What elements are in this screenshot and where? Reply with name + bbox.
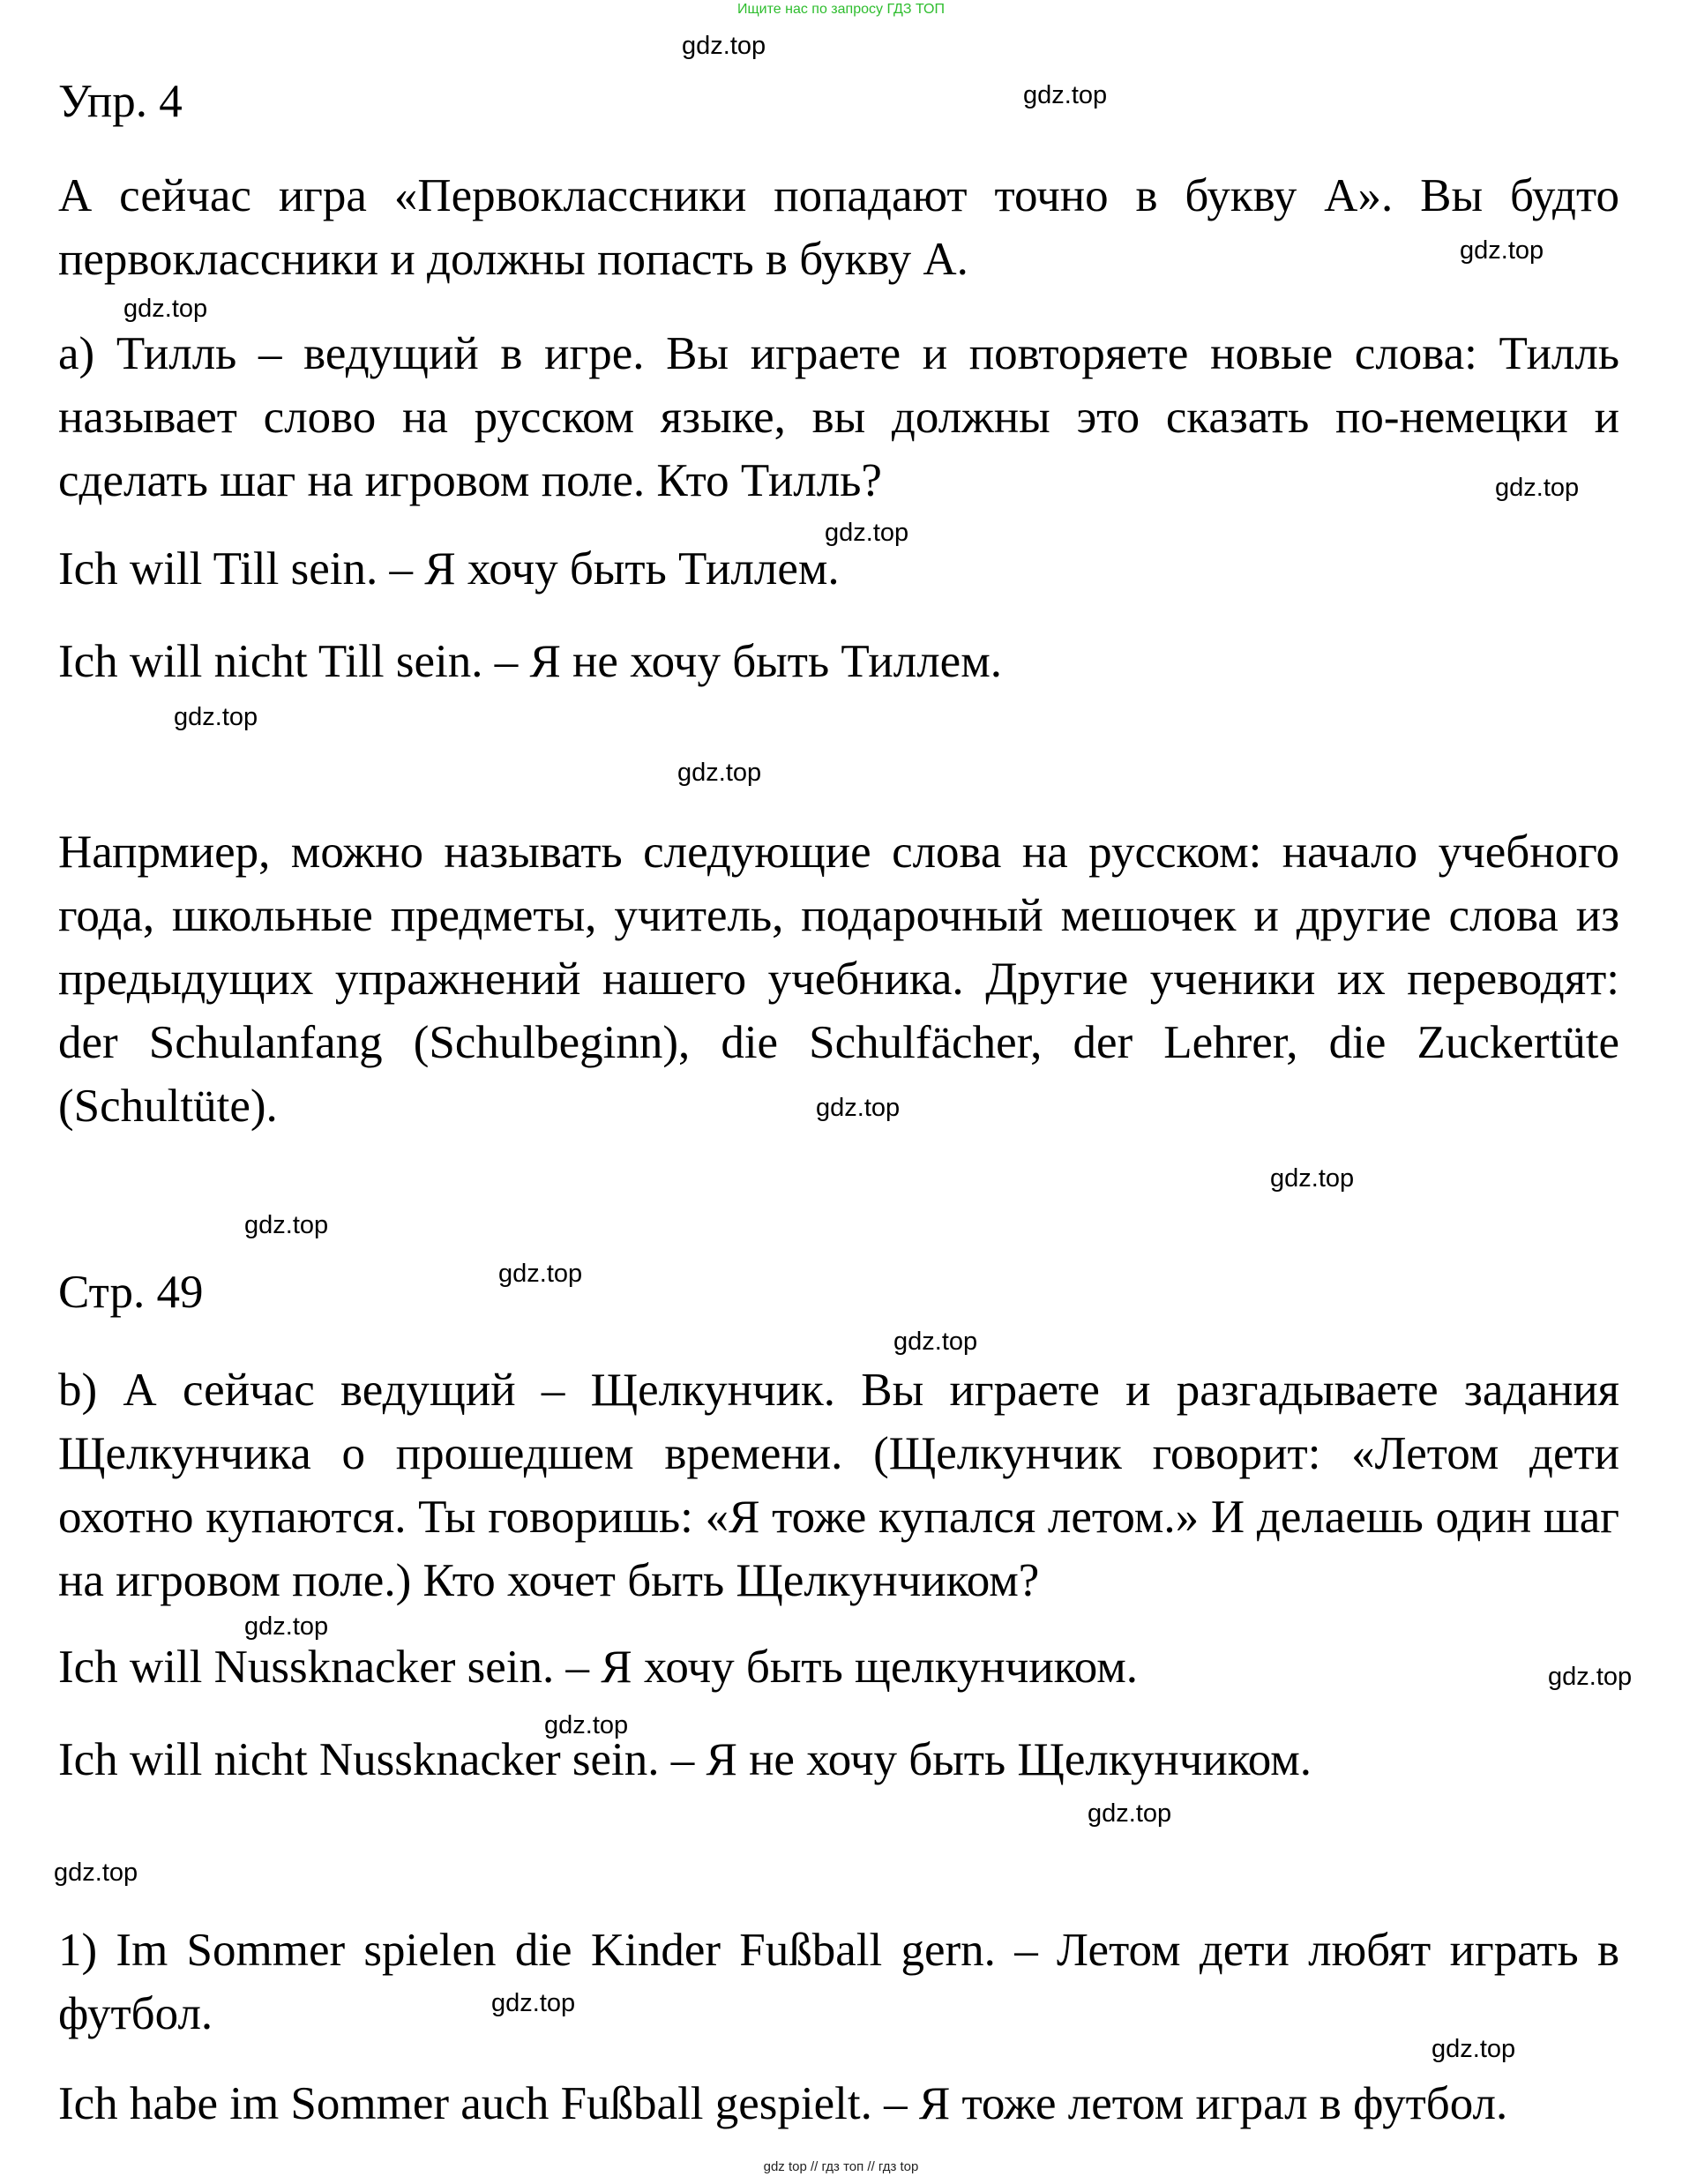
watermark: gdz.top <box>1088 1799 1172 1828</box>
watermark: gdz.top <box>491 1989 576 2017</box>
watermark: gdz.top <box>1548 1663 1633 1691</box>
answer-line: Ich will Nussknacker sein. – Я хочу быть щелкунчиком. <box>58 1642 1139 1693</box>
watermark: gdz.top <box>54 1859 138 1887</box>
watermark: gdz.top <box>544 1711 629 1739</box>
watermark: gdz.top <box>498 1260 583 1288</box>
watermark: gdz.top <box>1495 474 1580 502</box>
watermark: gdz.top <box>1270 1164 1355 1193</box>
watermark: gdz.top <box>1023 81 1108 109</box>
answer-line: Ich will nicht Nussknacker sein. – Я не хочу быть Щелкунчиком. <box>58 1734 1312 1785</box>
watermark: gdz.top <box>1460 236 1544 265</box>
part-b-instructions: b) А сейчас ведущий – Щелкунчик. Вы играете и разгадываете задания Щелкунчика о прошедшем времени. (Щелкунчик говорит: «Летом дети охотно купаются. Ты говоришь: «Я тоже купался летом.» И делаешь один шаг на игровом поле.) Кто хочет быть Щелкунчиком? <box>58 1365 1619 1606</box>
answer-line: Ich habe im Sommer auch Fußball gespielt. – Я тоже летом играл в футбол. <box>58 2078 1508 2129</box>
answer-line: Ich will nicht Till sein. – Я не хочу быть Тиллем. <box>58 636 1002 687</box>
watermark: gdz.top <box>1432 2035 1516 2063</box>
top-banner: Ищите нас по запросу ГДЗ ТОП <box>737 2 945 17</box>
watermark: gdz.top <box>174 703 258 731</box>
footer: gdz top // гдз топ // гдз top <box>763 2159 919 2174</box>
watermark: gdz.top <box>244 1612 329 1641</box>
watermark: gdz.top <box>825 519 909 547</box>
answer-line: Ich will Till sein. – Я хочу быть Тиллем. <box>58 543 840 595</box>
part-a-instructions: а) Тилль – ведущий в игре. Вы играете и повторяете новые слова: Тилль называет слово на русском языке, вы должны это сказать по-немецки и сделать шаг на игровом поле. Кто Тилль? <box>58 328 1619 506</box>
watermark: gdz.top <box>682 32 766 60</box>
watermark: gdz.top <box>244 1211 329 1239</box>
watermark: gdz.top <box>816 1094 901 1122</box>
exercise-heading: Упр. 4 <box>58 76 183 127</box>
watermark: gdz.top <box>677 759 762 787</box>
example-item: 1) Im Sommer spielen die Kinder Fußball gern. – Летом дети любят играть в футбол. <box>58 1925 1619 2039</box>
watermark: gdz.top <box>893 1328 978 1356</box>
example-paragraph: Напрмиер, можно называть следующие слова на русском: начало учебного года, школьные предметы, учитель, подарочный мешочек и другие слова из предыдущих упражнений нашего учебника. Другие ученики их переводят: der Schulanfang (Schulbeginn), die Schulfächer, der Lehrer, die Zuckertüte (Schultüte). <box>58 826 1619 1132</box>
watermark: gdz.top <box>123 295 208 323</box>
page-heading: Стр. 49 <box>58 1267 204 1318</box>
exercise-intro: А сейчас игра «Первоклассники попадают точно в букву А». Вы будто первоклассники и должны попасть в букву А. <box>58 170 1619 285</box>
